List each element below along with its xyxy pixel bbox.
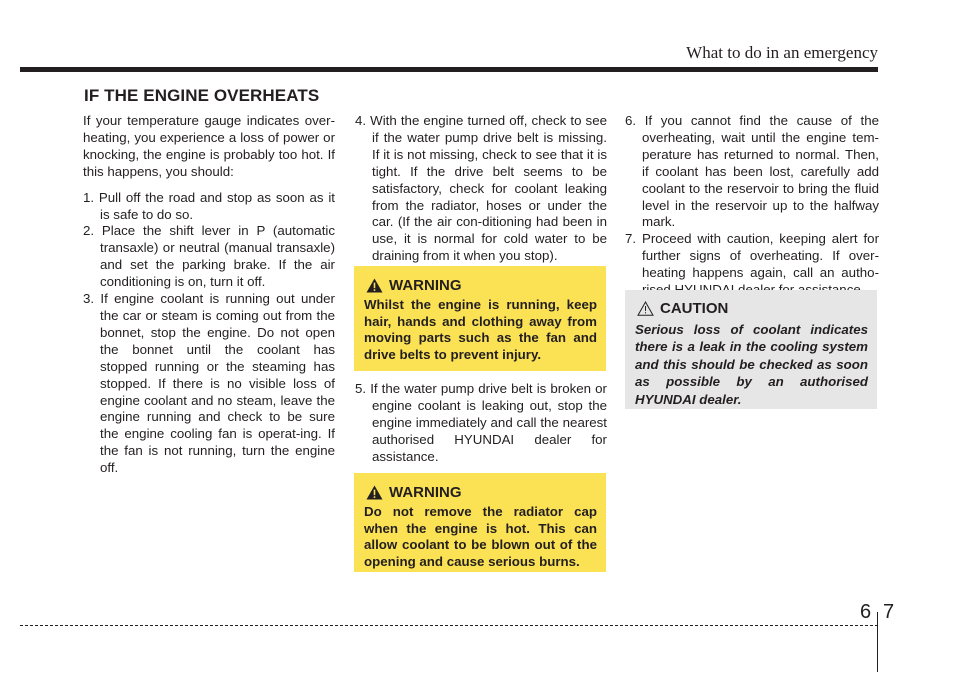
warning-triangle-icon <box>366 485 383 500</box>
warning-text: Whilst the engine is running, keep hair, hands and clothing away from moving parts such as the fan and drive belts to prevent injury. <box>364 297 597 362</box>
step-6: 6. If you cannot find the cause of the overheating, wait until the engine tem-perature has returned to normal. Then, if coolant has been lost, carefully add coolant to the reservoir to bring the fluid level in the reservoir up to the halfway mark. <box>625 113 879 230</box>
step-4: 4. With the engine turned off, check to see if the water pump drive belt is missing. If it is not missing, check to see that it is tight. If the drive belt seems to be satisfactory, check for coolant leaking from the radiator, hoses or under the car. (If the air con-ditioning had been in use, it is normal for cold water to be draining from it when you stop). <box>355 113 607 264</box>
step-7: 7. Proceed with caution, keeping alert for further signs of overheating. If over-heating happens again, call an autho- <box>625 231 879 281</box>
step-5: 5. If the water pump drive belt is broken or engine coolant is leaking out, stop the engine immediately and call the nearest authorised HYUNDAI dealer for assistance. <box>355 381 607 464</box>
caution-box <box>625 290 877 409</box>
intro-paragraph: If your temperature gauge indicates over-heating, you experience a loss of power or knocking, the engine is probably too hot. If this happens, you should: <box>83 113 335 179</box>
warning-title: WARNING <box>389 277 462 294</box>
page-number: 7 <box>883 601 895 623</box>
warning-box-moving-parts <box>354 266 606 371</box>
column-3 <box>625 113 879 299</box>
warning-box-radiator-cap <box>354 473 606 572</box>
warning-text: Do not remove the radiator cap when the engine is hot. This can allow coolant to be blown out of the opening and cause serious burns. <box>364 504 597 569</box>
footer-rule <box>20 625 878 626</box>
header-rule <box>20 67 878 72</box>
step-2: 2. Place the shift lever in P (automatic transaxle) or neutral (manual transaxle) and set the parking brake. If the air conditioning is on, turn it off. <box>83 223 335 290</box>
caution-triangle-outline-icon <box>637 301 654 316</box>
caution-title: CAUTION <box>660 300 729 317</box>
footer-divider <box>877 612 878 672</box>
page-chapter-number: 6 <box>860 601 872 623</box>
column-2 <box>355 113 607 265</box>
column-2-lower <box>355 381 607 466</box>
column-1 <box>83 113 335 477</box>
step-3: 3. If engine coolant is running out under the car or steam is coming out from the bonnet, stop the engine. Do not open the bonnet until the coolant has stopped running or the steaming has stopped. If there is no visible loss of engine coolant and no steam, leave the engine running and check to be sure the engine cooling fan is operat-ing. If the fan is not running, turn the engine off. <box>83 291 335 476</box>
warning-title: WARNING <box>389 484 462 501</box>
section-title: IF THE ENGINE OVERHEATS <box>84 86 320 105</box>
step-1: 1. Pull off the road and stop as soon as it is safe to do so. <box>83 189 335 222</box>
caution-text: Serious loss of coolant indicates there is a leak in the cooling system and this should be checked as soon as possible by an authorised HYUNDAI dealer. <box>635 322 868 407</box>
running-header-title: What to do in an emergency <box>686 43 878 62</box>
warning-triangle-icon <box>366 278 383 293</box>
